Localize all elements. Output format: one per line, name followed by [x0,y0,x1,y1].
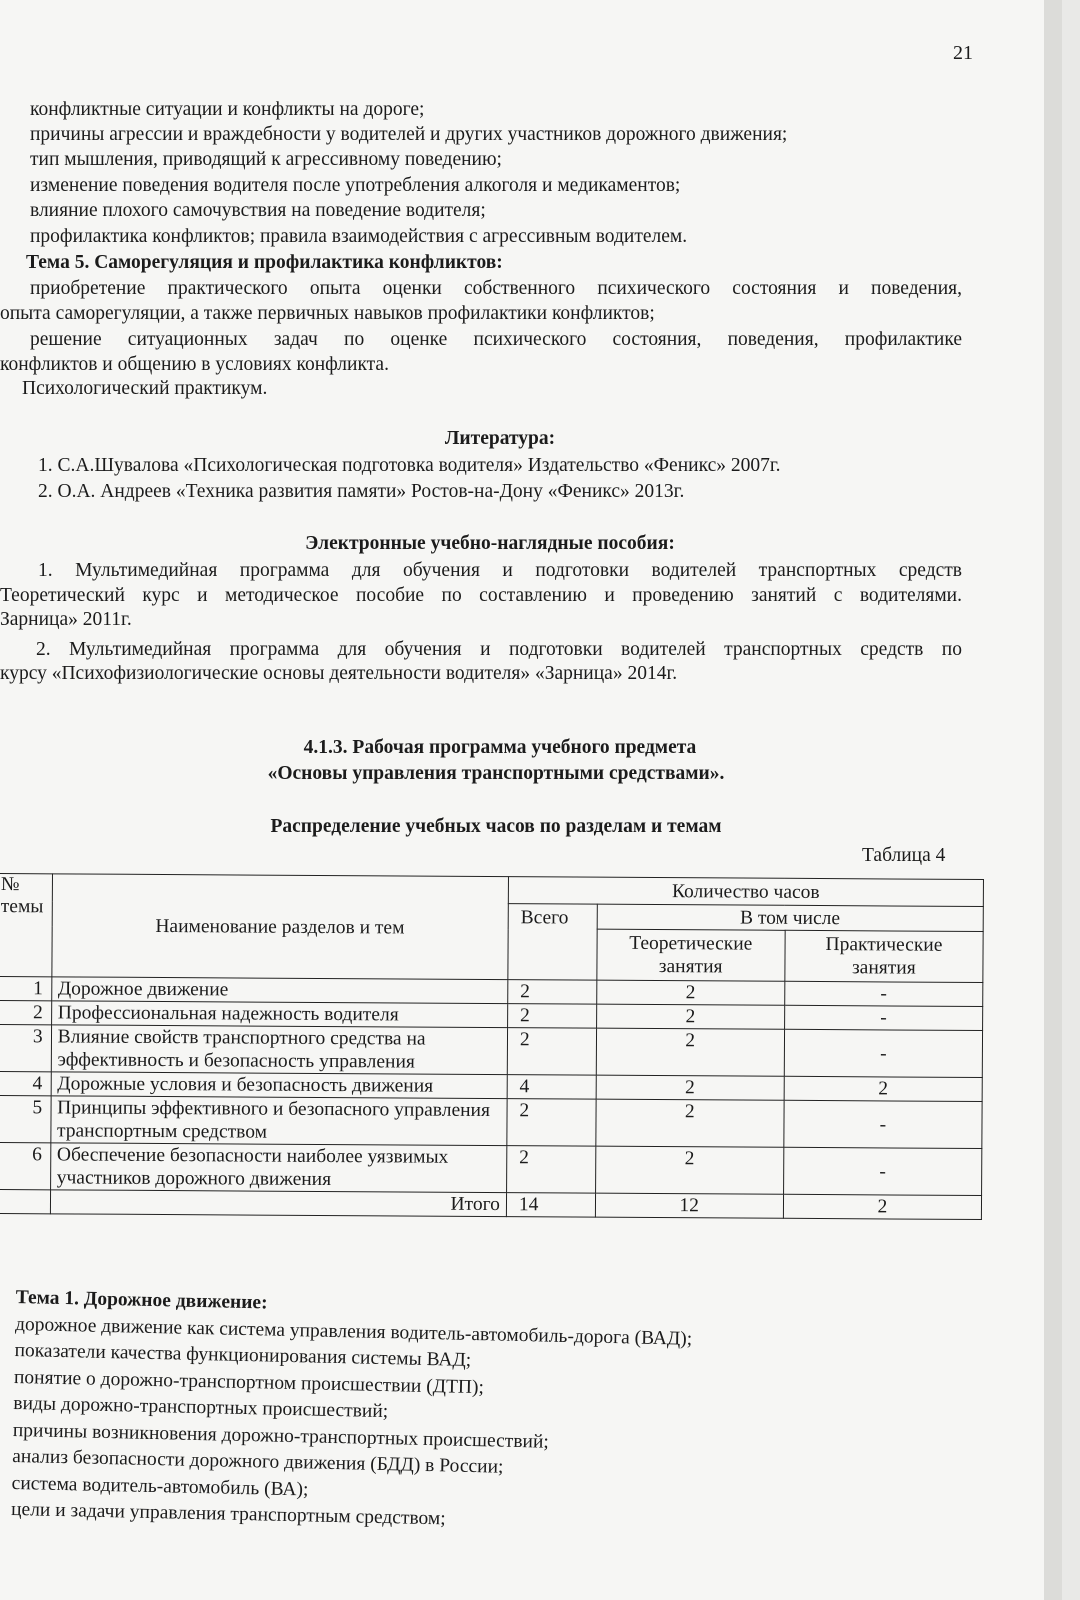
literature-heading: Литература: [444,428,556,449]
program-title-2: «Основы управления транспортными средствами». [267,763,725,784]
table-caption: Таблица 4 [862,845,946,866]
topic1-section [11,1285,1016,1545]
list-item: тип мышления, приводящий к агрессивному поведению; [30,149,502,170]
col-header-theoretical: Теоретические занятия [596,929,785,981]
table-row: 4 Дорожные условия и безопасность движения 4 2 2 [0,1071,982,1101]
list-item: дорожное движение как система управления водитель-автомобиль-дорога (ВАД); [14,1313,693,1350]
list-item: изменение поведения водителя после употребления алкоголя и медикаментов; [30,175,681,196]
table-row: 3 Влияние свойств транспортного средства на эффективность и безопасность управления 2 2 - [0,1025,983,1078]
list-item: конфликтные ситуации и конфликты на дороге; [30,99,425,120]
table-row: 1 Дорожное движение 2 2 - [0,977,983,1007]
col-header-total: Всего [508,904,597,981]
page-edge [1044,0,1062,1600]
table-row: 5 Принципы эффективного и безопасного управления транспортным средством 2 2 - [0,1095,982,1148]
col-header-hours: Количество часов [508,877,983,907]
program-title: 4.1.3. Рабочая программа учебного предмета [303,737,697,758]
electronic-heading: Электронные учебно-наглядные пособия: [305,533,675,554]
paragraph-line: Теоретический курс и методическое пособие по составлению и проведению занятий с водителями. [0,585,962,606]
list-item: показатели качества функционирования системы ВАД; [14,1339,472,1371]
col-header-practical: Практические занятия [785,930,983,982]
paragraph-line: Психологический практикум. [22,378,268,399]
topic1-title: Тема 1. Дорожное движение: [15,1286,268,1314]
paragraph-line: 1. Мультимедийная программа для обучения и подготовки водителей транспортных средств [38,560,962,581]
paragraph-line: приобретение практического опыта оценки собственного психического состояния и поведения, [30,278,962,299]
list-item: виды дорожно-транспортных происшествий; [13,1392,389,1423]
table-header-row [0,874,983,907]
table-row: 2 Профессиональная надежность водителя 2 2 - [0,1001,983,1031]
table-total-row: Итого 14 12 2 [0,1189,982,1219]
list-item: профилактика конфликтов; правила взаимодействия с агрессивным водителем. [30,226,688,247]
paragraph-line: 2. Мультимедийная программа для обучения и подготовки водителей транспортных средств по [36,639,962,660]
table-subtitle: Распределение учебных часов по разделам и темам [270,816,722,837]
list-item: система водитель-автомобиль (ВА); [11,1472,309,1500]
paragraph-line: конфликтов и общению в условиях конфликта. [0,354,389,375]
hours-table [0,873,984,1220]
page-number: 21 [953,42,973,64]
paragraph-line: опыта саморегуляции, а также первичных навыков профилактики конфликтов; [0,303,655,324]
list-item: причины агрессии и враждебности у водителей и других участников дорожного движения; [30,124,788,145]
topic5-title: Тема 5. Саморегуляция и профилактика конфликтов: [26,252,503,273]
paragraph-line: курсу «Психофизиологические основы деятельности водителя» «Зарница» 2014г. [0,663,678,684]
list-item: цели и задачи управления транспортным средством; [10,1498,446,1530]
list-item: анализ безопасности дорожного движения (БДД) в России; [12,1445,504,1478]
paragraph-line: решение ситуационных задач по оценке психического состояния, поведения, профилактике [30,329,962,350]
table-row: 6 Обеспечение безопасности наиболее уязвимых участников дорожного движения 2 2 - [0,1142,982,1195]
literature-item: 2. О.А. Андреев «Техника развития памяти» Ростов-на-Дону «Феникс» 2013г. [38,481,685,502]
col-header-num: № темы [0,874,52,977]
literature-item: 1. С.А.Шувалова «Психологическая подготовка водителя» Издательство «Феникс» 2007г. [38,455,781,476]
list-item: понятие о дорожно-транспортном происшествии (ДТП); [13,1366,485,1398]
list-item: причины возникновения дорожно-транспортных происшествий; [12,1419,550,1453]
paragraph-line: Зарница» 2011г. [0,609,132,630]
col-header-name: Наименование разделов и тем [51,874,508,980]
col-header-included: В том числе [597,904,984,931]
list-item: влияние плохого самочувствия на поведение водителя; [30,200,486,221]
